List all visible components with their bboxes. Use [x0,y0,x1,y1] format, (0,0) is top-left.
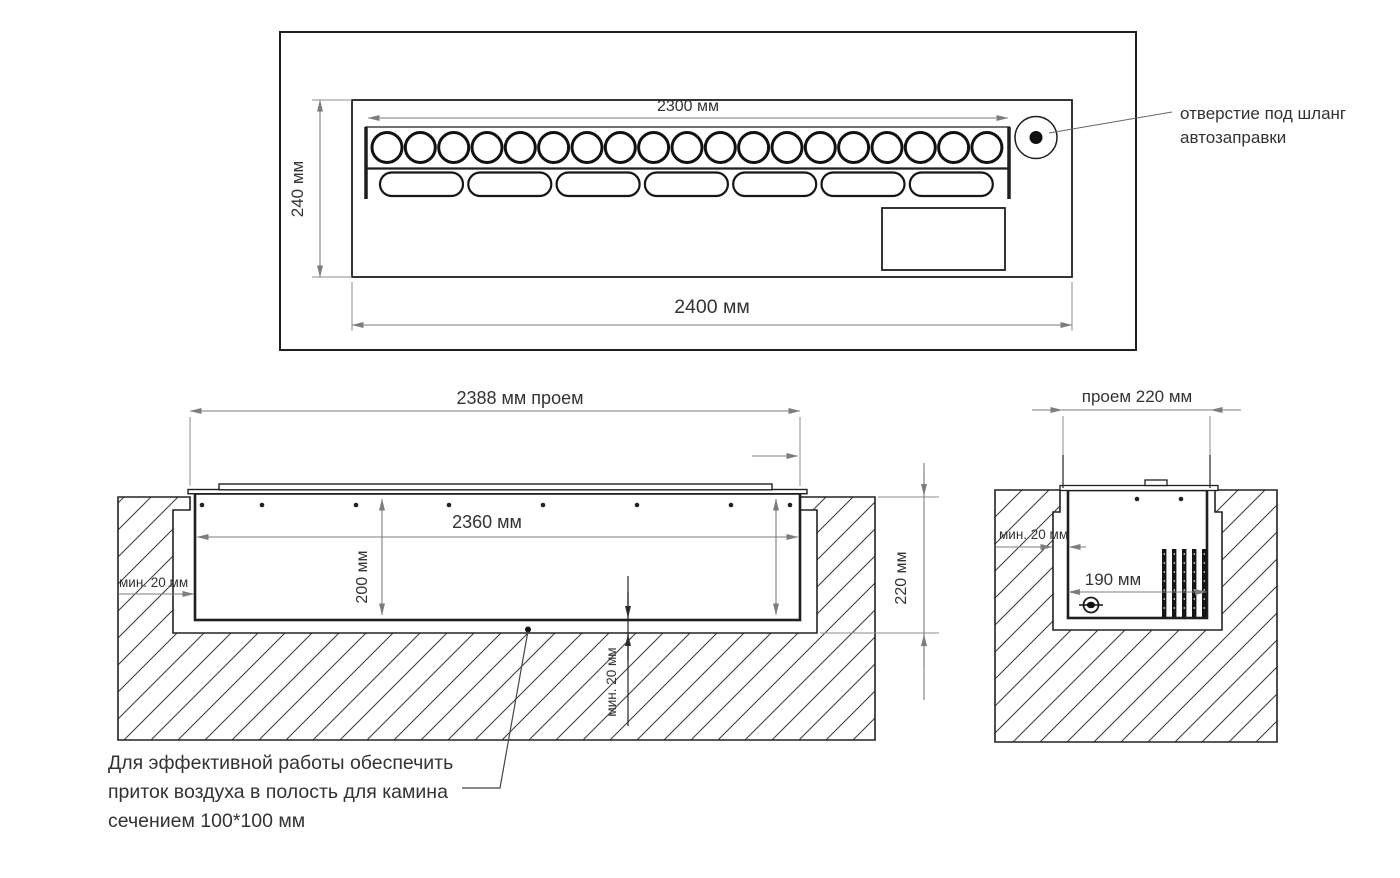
burner-holes-row [372,133,1002,163]
burner-slot [557,173,640,197]
dim-gap-left-side-label: мин. 20 мм [999,527,1069,542]
lid-screw [200,503,205,508]
lid-screw [729,503,734,508]
burner-hole [872,133,902,163]
lid-screw [788,503,793,508]
front-section-view [108,388,939,832]
burner-hole [539,133,569,163]
burner-hole [772,133,802,163]
burner-hole [572,133,602,163]
burner-slot [822,173,905,197]
burner-hole [505,133,535,163]
insert-flange-side [1060,486,1218,491]
burner-slot [733,173,816,197]
dim-240-label: 240 мм [288,160,307,218]
burner-slot [468,173,551,197]
note-line1: Для эффективной работы обеспечить [108,752,454,774]
note-line2: приток воздуха в полость для камина [108,781,448,803]
side-section-view [995,387,1277,742]
grille-bar [1182,549,1186,617]
grille-bar [1202,549,1206,617]
dim-2300-label: 2300 мм [656,98,720,115]
dim-240 [288,100,352,277]
callout-text-line1: отверстие под шланг [1180,104,1347,123]
refill-hose-hole [1015,117,1057,159]
hose-hole-center [1030,131,1043,144]
dim-2400-label: 2400 мм [674,296,750,318]
burner-hole [372,133,402,163]
burner-hole [905,133,935,163]
burner-slot [380,173,463,197]
lid-screw [447,503,452,508]
burner-slot [910,173,993,197]
lid-screw [1179,497,1184,502]
callout-leader-line [1049,112,1172,133]
note-line3: сечением 100*100 мм [108,810,306,832]
burner-hole [705,133,735,163]
lid-screw [541,503,546,508]
dim-opening-220-label: проем 220 мм [1081,387,1193,406]
lid-screw [354,503,359,508]
dim-190-label: 190 мм [1084,570,1142,589]
dim-2400 [352,282,1072,331]
burner-hole [639,133,669,163]
burner-hole [472,133,502,163]
burner-slots-row [380,173,993,197]
grille-bar [1172,549,1176,617]
grille-bar [1192,549,1196,617]
insert-lid-bar [219,484,772,490]
dim-2388-label: 2388 мм проем [456,388,584,408]
grille-bar [1162,549,1166,617]
burner-slot [645,173,728,197]
top-plan-view [280,32,1346,350]
hose-hole-callout [1049,104,1346,147]
lid-screw [260,503,265,508]
lid-tab [1145,480,1167,486]
burner-hole [672,133,702,163]
fireplace-insert-side [1060,480,1218,618]
dim-2388-opening [190,388,800,486]
dim-gap-left-label: мин. 20 мм [119,575,189,590]
lid-screw [635,503,640,508]
callout-text-line2: автозаправки [1180,128,1287,147]
fireplace-insert-front [188,484,807,620]
burner-hole [605,133,635,163]
burner-hole [439,133,469,163]
burner-hole [839,133,869,163]
dim-220-label: 220 мм [893,551,910,605]
dim-2300 [368,98,1008,118]
burner-hole [805,133,835,163]
dim-opening-220 [1032,387,1241,488]
burner-hole [405,133,435,163]
dim-2360-label: 2360 мм [452,512,522,532]
burner-hole [939,133,969,163]
lid-screw [1135,497,1140,502]
burner-hole [739,133,769,163]
dim-200-label: 200 мм [354,550,371,604]
dim-gap-bottom-label: мин. 20 мм [604,647,619,717]
burner-hole [972,133,1002,163]
burner-strip [365,127,1010,199]
control-box [882,208,1005,270]
